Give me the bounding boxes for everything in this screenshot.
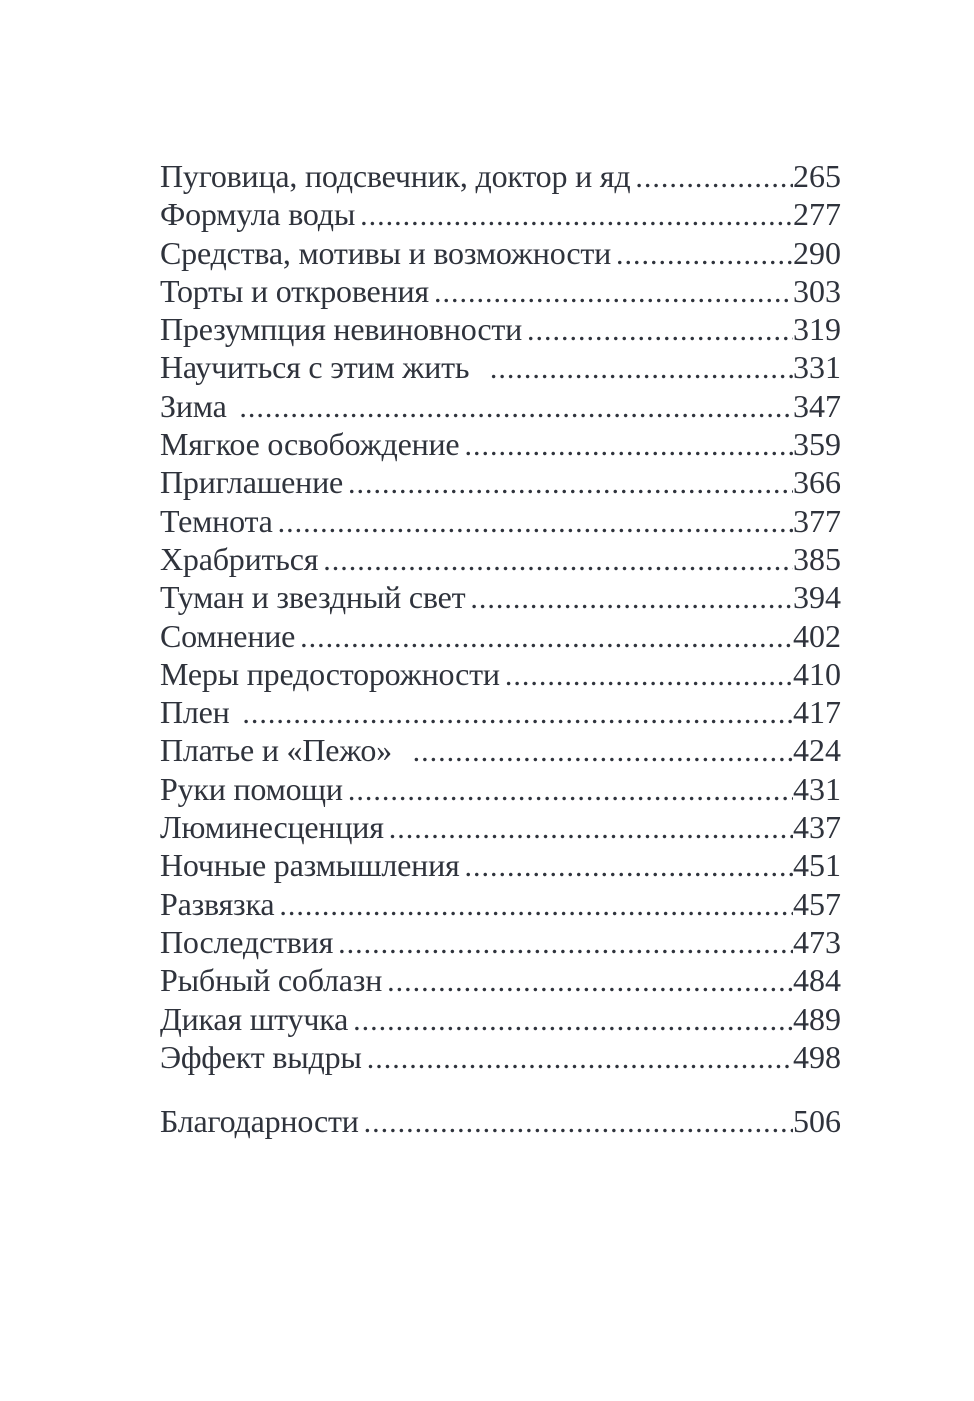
toc-entry-page: 319 <box>793 311 841 348</box>
toc-entry-title: Формула воды <box>160 196 356 233</box>
toc-entry-title: Платье и «Пежо» <box>160 732 408 769</box>
dot-leader <box>413 732 793 770</box>
dot-leader <box>348 464 793 502</box>
toc-entry <box>160 503 841 541</box>
dot-leader <box>239 388 793 426</box>
dot-leader <box>464 426 793 464</box>
toc-entry-page: 347 <box>793 387 841 424</box>
dot-leader <box>242 694 793 732</box>
toc-entry-page: 331 <box>793 349 841 386</box>
toc-entry-title: Ночные размышления <box>160 847 460 884</box>
toc-entry-title: Храбриться <box>160 540 319 577</box>
toc-entry-page: 385 <box>793 540 841 577</box>
toc-entry-page: 265 <box>793 158 841 194</box>
toc-entry-title: Научиться с этим жить <box>160 349 485 386</box>
dot-leader <box>527 311 793 349</box>
toc-entry-page: 377 <box>793 502 841 539</box>
toc-entry <box>160 847 841 885</box>
dot-leader <box>616 235 793 273</box>
dot-leader <box>364 1103 793 1141</box>
dot-leader <box>279 886 793 924</box>
toc-entry <box>160 464 841 502</box>
toc-entry <box>160 1001 841 1039</box>
toc-entry-page: 431 <box>793 770 841 807</box>
toc-entry-page: 402 <box>793 617 841 654</box>
toc-entry <box>160 388 841 426</box>
toc-entry-title: Презумпция невиновности <box>160 311 523 348</box>
toc-entry-title: Последствия <box>160 923 334 960</box>
dot-leader <box>465 847 793 885</box>
dot-leader <box>278 503 793 541</box>
toc-entry-title: Торты и откровения <box>160 272 429 309</box>
toc-entry-title: Приглашение <box>160 464 344 501</box>
toc-entry-page: 498 <box>793 1038 841 1075</box>
toc-entry <box>160 273 841 311</box>
toc-entry <box>160 732 841 770</box>
toc-entry <box>160 1039 841 1077</box>
toc-entry-page: 489 <box>793 1000 841 1037</box>
toc-entry-title: Зима <box>160 387 235 424</box>
toc-entry-title: Дикая штучка <box>160 1000 349 1037</box>
toc-entry <box>160 924 841 962</box>
toc-entry-page: 473 <box>793 923 841 960</box>
toc-entry <box>160 158 841 196</box>
toc-entry-title: Благодарности <box>160 1103 359 1140</box>
toc-entry-title: Эффект выдры <box>160 1038 362 1075</box>
toc-entry <box>160 886 841 924</box>
toc-entry-title: Руки помощи <box>160 770 343 807</box>
toc-entry-title: Темнота <box>160 502 273 539</box>
dot-leader <box>490 349 793 387</box>
toc-entry <box>160 771 841 809</box>
dot-leader <box>367 1039 793 1077</box>
toc-entry-title: Сомнение <box>160 617 296 654</box>
dot-leader <box>338 924 793 962</box>
toc-entry-page: 417 <box>793 694 841 731</box>
toc-entry-page: 366 <box>793 464 841 501</box>
dot-leader <box>470 579 793 617</box>
toc-entry-title: Меры предосторожности <box>160 655 500 692</box>
toc-entry-page: 451 <box>793 847 841 884</box>
toc-entry-title: Пуговица, подсвечник, доктор и яд <box>160 158 631 194</box>
toc-entry-title: Плен <box>160 694 238 731</box>
toc-entry-page: 437 <box>793 809 841 846</box>
dot-leader <box>387 962 793 1000</box>
toc-entry-page: 424 <box>793 732 841 769</box>
toc-entry-title: Люминесценция <box>160 809 384 846</box>
toc-entry-title: Средства, мотивы и возможности <box>160 234 612 271</box>
toc-entry <box>160 656 841 694</box>
toc-entry-title: Туман и звездный свет <box>160 579 466 616</box>
table-of-contents <box>160 158 841 1141</box>
dot-leader <box>353 1001 793 1039</box>
toc-entry-page: 359 <box>793 426 841 463</box>
toc-entry <box>160 579 841 617</box>
toc-entry <box>160 694 841 732</box>
dot-leader <box>389 809 793 847</box>
dot-leader <box>505 656 793 694</box>
toc-entry <box>160 618 841 656</box>
toc-entry <box>160 541 841 579</box>
toc-entry <box>160 1103 841 1141</box>
toc-entry-page: 277 <box>793 196 841 233</box>
toc-entry-page: 290 <box>793 234 841 271</box>
toc-entry-title: Развязка <box>160 885 275 922</box>
toc-entry-page: 394 <box>793 579 841 616</box>
toc-entry-page: 303 <box>793 272 841 309</box>
toc-entry <box>160 809 841 847</box>
toc-entry-title: Мягкое освобождение <box>160 426 460 463</box>
dot-leader <box>348 771 793 809</box>
dot-leader <box>300 618 793 656</box>
dot-leader <box>323 541 793 579</box>
toc-entry-page: 457 <box>793 885 841 922</box>
toc-entry <box>160 311 841 349</box>
toc-entry-page: 506 <box>793 1103 841 1140</box>
toc-entry <box>160 196 841 234</box>
toc-entry-page: 410 <box>793 655 841 692</box>
dot-leader <box>360 196 793 234</box>
toc-entry <box>160 349 841 387</box>
dot-leader <box>635 158 793 196</box>
dot-leader <box>434 273 793 311</box>
toc-entry <box>160 426 841 464</box>
toc-entry <box>160 235 841 273</box>
toc-entry <box>160 962 841 1000</box>
toc-entry-page: 484 <box>793 962 841 999</box>
toc-entry-title: Рыбный соблазн <box>160 962 383 999</box>
